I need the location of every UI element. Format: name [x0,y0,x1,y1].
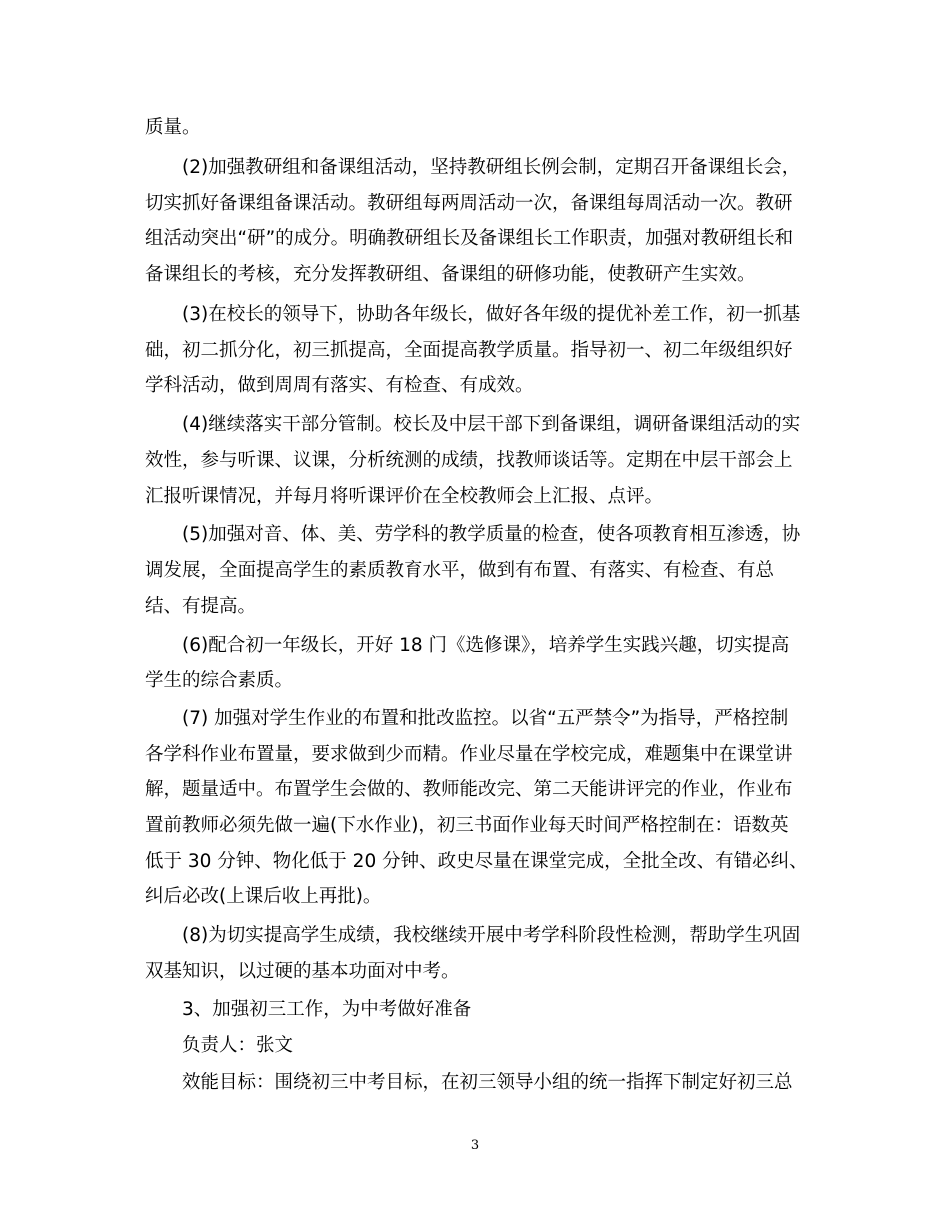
text-line: 低于 30 分钟、物化低于 20 分钟、政史尽量在课堂完成，全批全改、有错必纠、 [145,851,808,872]
text-line: 切实抓好备课组备课活动。教研组每两周活动一次，备课组每周活动一次。教研 [145,193,793,214]
page-number: 3 [470,1138,480,1153]
text-line: 础，初二抓分化，初三抓提高，全面提高教学质量。指导初一、初二年级组织好 [145,340,793,361]
text-line: (6)配合初一年级长，开好 18 门《选修课》，培养学生实践兴趣，切实提高 [182,635,790,656]
text-line: 双基知识，以过硬的基本功面对中考。 [145,961,460,982]
text-line: (5)加强对音、体、美、劳学科的教学质量的检查，使各项教育相互渗透，协 [182,524,801,545]
text-line: 各学科作业布置量，要求做到少而精。作业尽量在学校完成，难题集中在课堂讲 [145,744,793,765]
text-line: 结、有提高。 [145,596,257,617]
text-line: 效性，参与听课、议课，分析统测的成绩，找教师谈话等。定期在中层干部会上 [145,450,793,471]
text-line: 置前教师必须先做一遍(下水作业)，初三书面作业每天时间严格控制在：语数英 [145,815,789,836]
text-line: 组活动突出“研”的成分。明确教研组长及备课组长工作职责，加强对教研组长和 [145,228,794,249]
text-line: (4)继续落实干部分管制。校长及中层干部下到备课组，调研备课组活动的实 [182,414,801,435]
text-line: 质量。 [145,117,201,138]
text-line: 解，题量适中。布置学生会做的、教师能改完、第二天能讲评完的作业，作业布 [145,779,793,800]
text-line: 效能目标：围绕初三中考目标，在初三领导小组的统一指挥下制定好初三总 [182,1072,793,1093]
text-line: 汇报听课情况，并每月将听课评价在全校教师会上汇报、点评。 [145,486,664,507]
text-line: 学生的综合素质。 [145,670,294,691]
text-line: (2)加强教研组和备课组活动，坚持教研组长例会制，定期召开备课组长会， [182,157,801,178]
text-line: (8)为切实提高学生成绩，我校继续开展中考学科阶段性检测，帮助学生巩固 [182,925,801,946]
text-line: 调发展，全面提高学生的素质教育水平，做到有布置、有落实、有检查、有总 [145,560,775,581]
text-line: (7) 加强对学生作业的布置和批改监控。以省“五严禁令”为指导，严格控制 [182,708,789,729]
text-line: 3、加强初三工作，为中考做好准备 [182,999,472,1020]
text-line: (3)在校长的领导下，协助各年级长，做好各年级的提优补差工作，初一抓基 [182,304,801,325]
text-line: 纠后必改(上课后收上再批)。 [145,886,382,907]
text-line: 备课组长的考核，充分发挥教研组、备课组的研修功能，使教研产生实效。 [145,264,756,285]
text-line: 负责人：张文 [182,1035,294,1056]
text-line: 学科活动，做到周周有落实、有检查、有成效。 [145,375,534,396]
